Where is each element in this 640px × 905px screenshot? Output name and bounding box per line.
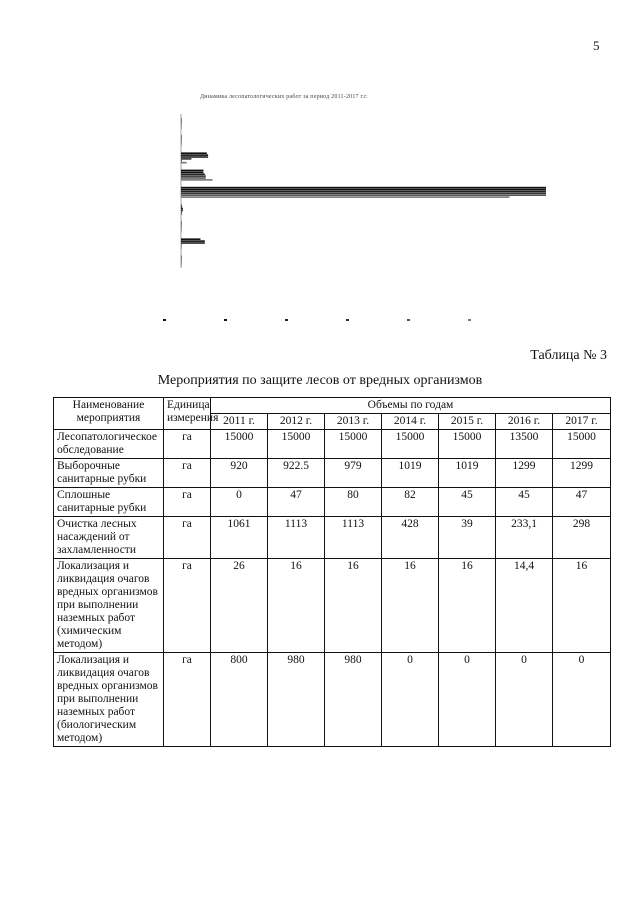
chart-bar [181, 227, 182, 229]
chart-bar [181, 258, 182, 260]
table-title: Мероприятия по защите лесов от вредных организмов [157, 373, 483, 388]
chart-bar [181, 214, 182, 216]
measure-name-cell: Сплошные санитарные рубки [54, 488, 164, 517]
measure-name-cell: Очистка лесных насаждений от захламленности [54, 517, 164, 559]
value-cell: 45 [496, 488, 553, 517]
chart-bar [181, 128, 182, 130]
value-cell: 922.5 [268, 459, 325, 488]
chart-bar [181, 204, 182, 206]
value-cell: 0 [211, 488, 268, 517]
table-row [54, 653, 611, 747]
chart-bar [181, 122, 182, 124]
value-cell: 47 [553, 488, 611, 517]
header-year: 2012 г. [268, 414, 325, 430]
value-cell: 15000 [382, 430, 439, 459]
value-cell: 45 [439, 488, 496, 517]
value-cell: 980 [325, 653, 382, 747]
chart-bar [181, 240, 205, 242]
unit-cell: га [164, 653, 211, 747]
bar-chart [0, 0, 640, 340]
measure-name-cell: Локализация и ликвидация очагов вредных организмов при выполнении наземных работ (биологическим методом) [54, 653, 164, 747]
chart-bar [181, 189, 546, 191]
chart-bar [181, 196, 510, 198]
value-cell: 1299 [553, 459, 611, 488]
chart-bar [181, 212, 182, 214]
chart-bar [181, 126, 182, 128]
value-cell: 0 [382, 653, 439, 747]
table-caption: Таблица № 3 [530, 348, 607, 363]
value-cell: 16 [553, 559, 611, 653]
value-cell: 1299 [496, 459, 553, 488]
chart-legend-swatch [346, 319, 349, 321]
value-cell: 298 [553, 517, 611, 559]
chart-legend-swatch [285, 319, 288, 321]
chart-bar [181, 120, 182, 122]
chart-legend-swatch [224, 319, 227, 321]
chart-legend-swatch [407, 319, 410, 321]
chart-bar [181, 118, 182, 120]
header-name: Наименование мероприятия [54, 398, 164, 430]
chart-bar [181, 143, 182, 145]
value-cell: 15000 [325, 430, 382, 459]
value-cell: 0 [496, 653, 553, 747]
header-year: 2013 г. [325, 414, 382, 430]
chart-bar [181, 141, 182, 143]
value-cell: 1019 [382, 459, 439, 488]
chart-bar [181, 177, 206, 179]
chart-bar [181, 263, 182, 265]
chart-bar [181, 158, 191, 160]
chart-bar [181, 145, 182, 147]
value-cell: 1113 [268, 517, 325, 559]
chart-bar [181, 244, 182, 246]
chart-bar [181, 194, 546, 196]
value-cell: 15000 [553, 430, 611, 459]
chart-bar [181, 223, 182, 225]
value-cell: 13500 [496, 430, 553, 459]
chart-bar [181, 160, 182, 162]
chart-bar [181, 225, 182, 227]
unit-cell: га [164, 559, 211, 653]
value-cell: 1061 [211, 517, 268, 559]
value-cell: 16 [325, 559, 382, 653]
chart-bar [181, 259, 182, 261]
chart-bar [181, 193, 546, 195]
chart-bar [181, 156, 208, 158]
chart-bar [181, 152, 207, 154]
chart-bar [181, 246, 182, 248]
chart-bar [181, 238, 200, 240]
table-row [54, 459, 611, 488]
table-row [54, 488, 611, 517]
chart-bar [181, 248, 182, 250]
value-cell: 14,4 [496, 559, 553, 653]
chart-bar [181, 173, 205, 175]
chart-bar [181, 242, 205, 244]
unit-cell: га [164, 488, 211, 517]
value-cell: 47 [268, 488, 325, 517]
chart-bar [181, 210, 183, 212]
unit-cell: га [164, 459, 211, 488]
value-cell: 0 [439, 653, 496, 747]
value-cell: 428 [382, 517, 439, 559]
value-cell: 800 [211, 653, 268, 747]
table-row [54, 517, 611, 559]
chart-bar [181, 256, 182, 258]
value-cell: 15000 [268, 430, 325, 459]
value-cell: 920 [211, 459, 268, 488]
chart-bar [181, 231, 182, 233]
unit-cell: га [164, 517, 211, 559]
value-cell: 1019 [439, 459, 496, 488]
value-cell: 39 [439, 517, 496, 559]
measures-table [53, 397, 611, 747]
header-year: 2011 г. [211, 414, 268, 430]
header-year: 2017 г. [553, 414, 611, 430]
header-unit: Единица измерения [164, 398, 211, 430]
chart-bar [181, 265, 182, 267]
chart-bar [181, 261, 182, 263]
table-row [54, 430, 611, 459]
chart-bar [181, 179, 213, 181]
value-cell: 979 [325, 459, 382, 488]
value-cell: 15000 [439, 430, 496, 459]
chart-bar [181, 187, 546, 189]
value-cell: 1113 [325, 517, 382, 559]
table-row [54, 559, 611, 653]
chart-bar [181, 124, 182, 126]
chart-bar [181, 221, 182, 223]
unit-cell: га [164, 430, 211, 459]
header-volumes: Объемы по годам [211, 398, 611, 414]
value-cell: 16 [268, 559, 325, 653]
measure-name-cell: Локализация и ликвидация очагов вредных организмов при выполнении наземных работ (химическим методом) [54, 559, 164, 653]
chart-title: Динамика лесопатологических работ за период 2011-2017 г.г. [200, 94, 368, 100]
page-number: 5 [593, 38, 600, 53]
measure-name-cell: Выборочные санитарные рубки [54, 459, 164, 488]
header-year: 2014 г. [382, 414, 439, 430]
chart-bar [181, 139, 182, 141]
value-cell: 15000 [211, 430, 268, 459]
value-cell: 26 [211, 559, 268, 653]
chart-bar [181, 208, 183, 210]
chart-bar [181, 172, 203, 174]
value-cell: 0 [553, 653, 611, 747]
chart-legend-swatch [468, 319, 471, 321]
chart-bar [181, 170, 203, 172]
chart-bar [181, 154, 208, 156]
chart-bar [181, 175, 206, 177]
value-cell: 82 [382, 488, 439, 517]
chart-bar [181, 206, 182, 208]
header-year: 2015 г. [439, 414, 496, 430]
chart-bar [181, 229, 182, 231]
value-cell: 233,1 [496, 517, 553, 559]
chart-bar [181, 135, 182, 137]
chart-bar [181, 191, 546, 193]
header-year: 2016 г. [496, 414, 553, 430]
measure-name-cell: Лесопатологическое обследование [54, 430, 164, 459]
value-cell: 16 [439, 559, 496, 653]
chart-legend-swatch [163, 319, 166, 321]
value-cell: 980 [268, 653, 325, 747]
chart-bar [181, 162, 187, 164]
value-cell: 16 [382, 559, 439, 653]
value-cell: 80 [325, 488, 382, 517]
chart-bar [181, 137, 182, 139]
